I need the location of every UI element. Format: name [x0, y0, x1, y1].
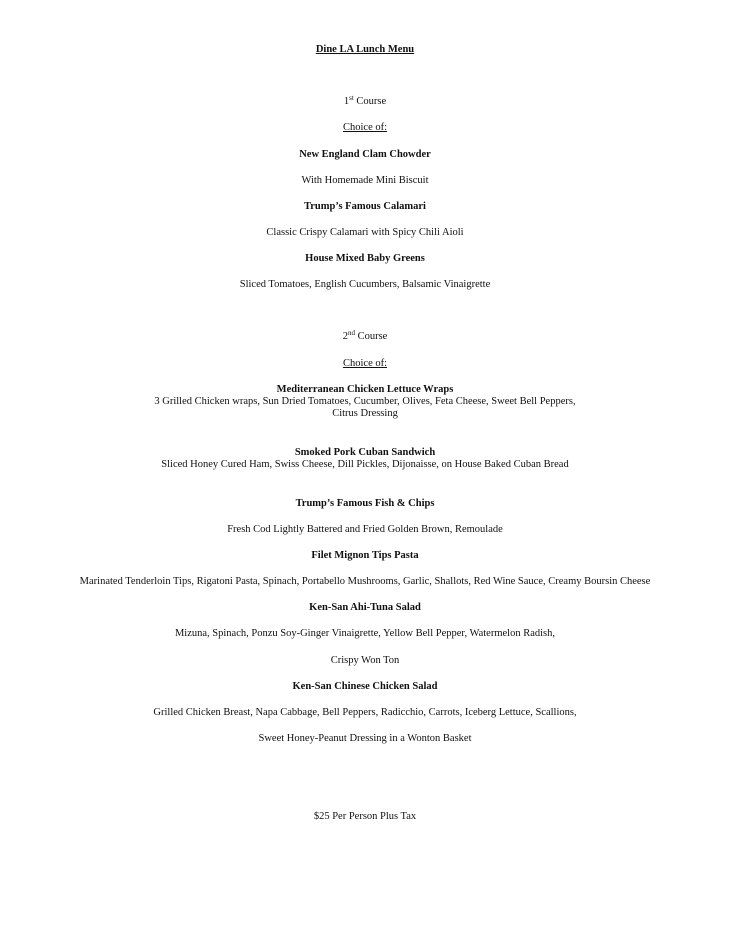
dish-name: Trump’s Famous Calamari	[304, 201, 426, 212]
dish-description: Fresh Cod Lightly Battered and Fried Golden Brown, Remoulade	[227, 524, 503, 535]
price-line: $25 Per Person Plus Tax	[313, 811, 417, 822]
second-course-heading	[0, 330, 730, 343]
dish-description: With Homemade Mini Biscuit	[301, 175, 429, 186]
dish-name: Mediterranean Chicken Lettuce Wraps	[276, 384, 454, 395]
course-number: 2	[342, 331, 348, 342]
dish-description: Grilled Chicken Breast, Napa Cabbage, Bell Peppers, Radicchio, Carrots, Iceberg Lettuce, Scallions,	[153, 707, 577, 718]
dish-description: 3 Grilled Chicken wraps, Sun Dried Tomatoes, Cucumber, Olives, Feta Cheese, Sweet Bell Peppers,	[154, 396, 576, 407]
dish-description: Marinated Tenderloin Tips, Rigatoni Pasta, Spinach, Portabello Mushrooms, Garlic, Shallots, Red Wine Sauce, Creamy Boursin Cheese	[79, 576, 651, 587]
dish-name: House Mixed Baby Greens	[305, 253, 425, 264]
dish-name: Filet Mignon Tips Pasta	[311, 550, 419, 561]
first-course-choice-label: Choice of:	[342, 122, 388, 133]
dish-name: Smoked Pork Cuban Sandwich	[294, 447, 436, 458]
second-course-choice-label: Choice of:	[342, 358, 388, 369]
dish-name: New England Clam Chowder	[299, 149, 431, 160]
course-label: Course	[356, 96, 387, 107]
dish-description: Sliced Tomatoes, English Cucumbers, Balsamic Vinaigrette	[239, 279, 491, 290]
dish-description: Sweet Honey-Peanut Dressing in a Wonton Basket	[258, 733, 472, 744]
dish-description: Citrus Dressing	[332, 408, 398, 419]
course-ordinal: st	[349, 94, 354, 102]
dish-name: Trump’s Famous Fish & Chips	[295, 498, 435, 509]
dish-name: Ken-San Ahi-Tuna Salad	[309, 602, 421, 613]
menu-title: Dine LA Lunch Menu	[315, 44, 415, 55]
first-course-heading	[0, 95, 730, 108]
course-number: 1	[343, 96, 350, 107]
course-label: Course	[357, 331, 388, 342]
dish-name: Ken-San Chinese Chicken Salad	[292, 681, 438, 692]
dish-description: Sliced Honey Cured Ham, Swiss Cheese, Dill Pickles, Dijonaisse, on House Baked Cuban Bread	[161, 459, 569, 470]
dish-description: Classic Crispy Calamari with Spicy Chili Aioli	[266, 227, 464, 238]
course-ordinal: nd	[347, 329, 355, 337]
dish-description: Crispy Won Ton	[330, 655, 400, 666]
dish-description: Mizuna, Spinach, Ponzu Soy-Ginger Vinaigrette, Yellow Bell Pepper, Watermelon Radish,	[174, 628, 556, 639]
